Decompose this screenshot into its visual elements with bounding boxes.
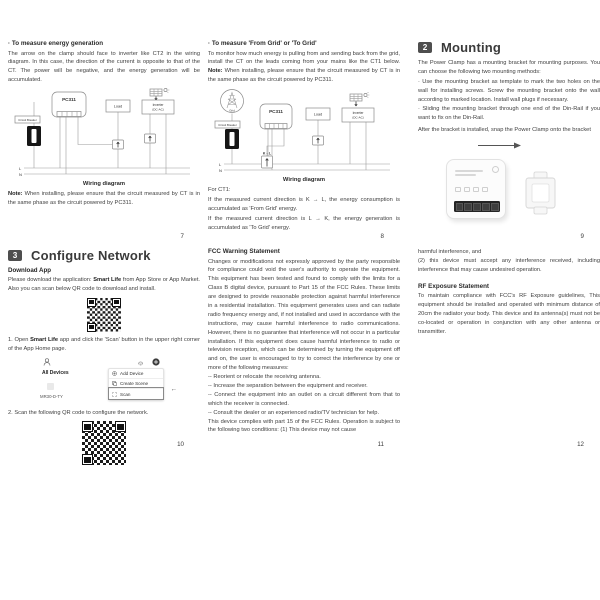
menu-item-scan bbox=[109, 388, 163, 398]
device-name-label: MR30-D-TY bbox=[40, 393, 63, 399]
menu-label: Scan bbox=[120, 391, 131, 397]
mounting-outro: After the bracket is installed, snap the Power Clamp onto the bracket bbox=[418, 127, 591, 134]
profile-icon bbox=[43, 358, 51, 366]
qr-finder bbox=[87, 323, 96, 332]
download-qr-code bbox=[87, 298, 121, 332]
device-thumbnail bbox=[47, 383, 54, 390]
page-number: 7 bbox=[180, 233, 184, 240]
ct1-to-grid-text: If the measured current direction is L → K, the energy generation is accumulated as 'To Grid' energy. bbox=[208, 215, 400, 231]
menu-item-add-device bbox=[109, 369, 163, 378]
qr-finder bbox=[115, 421, 126, 432]
fcc-continuation-a: harmful interference, and bbox=[418, 249, 482, 255]
mounting-bullet-1: · Use the mounting bracket as template to mark the two holes on the wall for installing screws. Screw the mounting bracket onto the wall according to marked location. Install wall plugs if necessary. bbox=[418, 78, 600, 103]
section-title-configure-network: Configure Network bbox=[31, 248, 151, 263]
ct1-clamp bbox=[262, 156, 273, 168]
manual-page-11 bbox=[208, 248, 400, 450]
fcc-continuation-b: (2) this device must accept any interference received, including interference that may cause undesired operation. bbox=[418, 257, 600, 273]
section-number-badge: 3 bbox=[8, 250, 22, 262]
section-title-from-to-grid: · To measure 'From Grid' or 'To Grid' bbox=[208, 40, 317, 47]
fcc-measure-1: -- Reorient or relocate the receiving antenna. bbox=[208, 374, 321, 381]
for-ct1-label: For CT1: bbox=[208, 187, 231, 194]
manual-page-10 bbox=[8, 248, 200, 450]
note-text: When installing, please ensure that the circuit measured by CT is in the same phase as the circuit powered by PC311. bbox=[8, 191, 200, 206]
fcc-conditions: This device complies with part 15 of the FCC Rules. Operation is subject to the following two conditions: (1) This device may not cause bbox=[208, 418, 400, 434]
menu-label: Create Scene bbox=[120, 381, 149, 387]
ct1-from-grid-text: If the measured current direction is K → L, the energy consumption is accumulated as 'From Grid' energy. bbox=[208, 196, 400, 212]
mounting-bracket bbox=[524, 171, 558, 215]
create-scene-icon bbox=[112, 381, 117, 386]
fcc-warning-heading: FCC Warning Statement bbox=[208, 248, 280, 255]
line-n-label: N bbox=[219, 167, 222, 173]
solar-panel-icon bbox=[150, 88, 169, 96]
mounting-figure bbox=[418, 139, 600, 235]
paragraph: The arrow on the clamp should face to inverter like CT2 in the wiring diagram. In this case, the direction of the current is opposite to that of the CT. The power will be negative, and the energy generation will be accumulated. bbox=[8, 50, 200, 84]
line-n-label: N bbox=[19, 171, 22, 177]
manual-page-8 bbox=[208, 40, 400, 242]
page-number: 9 bbox=[580, 233, 584, 240]
step1-pre: 1. Open bbox=[8, 336, 31, 343]
diagram-caption: Wiring diagram bbox=[82, 181, 126, 188]
body-pre: Please download the application: bbox=[8, 277, 94, 283]
inverter-label: Inverter bbox=[152, 102, 164, 107]
inverter-sublabel: (DC-AC) bbox=[152, 107, 164, 112]
line-l-label: L bbox=[219, 161, 222, 167]
manual-page-12 bbox=[418, 248, 600, 450]
add-icon bbox=[152, 358, 160, 366]
qr-finder bbox=[112, 298, 121, 307]
note-label: Note: bbox=[8, 191, 23, 198]
certification-marks bbox=[455, 187, 488, 192]
add-device-icon bbox=[112, 371, 117, 376]
ct-clamp-mid bbox=[113, 140, 124, 149]
fcc-paragraph: Changes or modifications not expressly approved by the party responsible for compliance could void the user's authority to operate the equipment. This equipment has been tested and found to comply with the limits for a Class B digital device, pursuant to Part 15 of the FCC Rules. These limits are designed to provide reasonable protection against harmful interference in a residential installation. This equipment generates uses and can radiate radio frequency energy and, if not installed and used in accordance with the instructions, may cause harmful interference to radio communications. However, there is no guarantee that interference will not occur in a particular installation. If this equipment does cause harmful interference to radio or television reception, which can be determined by turning the equipment off and on, the user is encouraged to try to correct the interference by one or more of the following measures: bbox=[208, 258, 400, 372]
app-home-screenshot bbox=[38, 357, 177, 407]
inverter-sublabel: (DC-AC) bbox=[352, 115, 364, 120]
menu-item-create-scene bbox=[109, 378, 163, 388]
breaker-label: Circuit Breaker bbox=[218, 122, 237, 127]
ct-clamp-mid bbox=[313, 136, 324, 145]
rf-exposure-paragraph: To maintain compliance with FCC's RF Exposure guidelines, This equipment should be installed and operated with minimum distance of 20cm the radiator your body. This device and its antenna(s) must not be co-located or operation in conjunction with any other antenna or transmitter. bbox=[418, 293, 600, 335]
device-label-line bbox=[455, 174, 476, 176]
mounting-intro: The Power Clamp has a mounting bracket for mounting purposes. You can choose the following two mounting methods: bbox=[418, 60, 600, 75]
rf-exposure-heading: RF Exposure Statement bbox=[418, 282, 490, 290]
scan-icon bbox=[112, 392, 117, 397]
manual-page-7 bbox=[8, 40, 200, 242]
section-heading bbox=[418, 40, 600, 55]
page-number: 12 bbox=[577, 441, 584, 448]
qr-finder bbox=[82, 421, 93, 432]
body-pre: To monitor how much energy is pulling from and sending back from the grid, install the CT on the leads coming from your mains like the CT1 below. bbox=[208, 50, 400, 66]
fcc-measure-4: -- Consult the dealer or an experienced radio/TV technician for help. bbox=[208, 409, 380, 416]
terminal-block bbox=[454, 201, 500, 212]
grid-icon bbox=[221, 90, 244, 113]
fcc-measure-2: -- Increase the separation between the equipment and receiver. bbox=[208, 382, 368, 389]
page-number: 10 bbox=[177, 441, 184, 448]
breaker-label: Circuit Breaker bbox=[18, 117, 37, 122]
device-button bbox=[492, 166, 499, 173]
paragraph bbox=[208, 50, 400, 86]
pc311-label: PC311 bbox=[62, 97, 76, 103]
body-post: When installing, please ensure that the circuit measured by CT is in the same phase as the circuit powered by PC311. bbox=[208, 68, 400, 84]
app-name: Smart Life bbox=[93, 277, 122, 283]
step-2-paragraph: 2. Scan the following QR code to configure the network. bbox=[8, 409, 149, 416]
download-paragraph bbox=[8, 276, 200, 294]
load-label: Load bbox=[313, 112, 323, 117]
page-number: 11 bbox=[377, 441, 384, 448]
load-label: Load bbox=[113, 104, 123, 109]
pointer-arrow: ← bbox=[170, 385, 177, 393]
pc311-label: PC311 bbox=[269, 109, 283, 115]
ct-direction-label: K→L bbox=[262, 151, 272, 156]
ct2-clamp bbox=[145, 134, 156, 143]
notification-icon bbox=[137, 359, 144, 366]
menu-label: Add Device bbox=[120, 370, 144, 376]
section-title-energy-generation: · To measure energy generation bbox=[8, 40, 104, 47]
page-number: 8 bbox=[380, 233, 384, 240]
all-devices-label: All Devices bbox=[42, 369, 69, 376]
step-1-paragraph bbox=[8, 336, 200, 354]
solar-panel-icon bbox=[350, 92, 369, 101]
app-name: Smart Life bbox=[30, 336, 59, 343]
section-title-mounting: Mounting bbox=[441, 40, 502, 55]
note-paragraph bbox=[8, 190, 200, 208]
note-label: Note: bbox=[208, 68, 223, 75]
power-clamp-device bbox=[446, 159, 506, 219]
fcc-measure-3: -- Connect the equipment into an outlet on a circuit different from that to which the receiver is connected. bbox=[208, 391, 400, 407]
network-qr-code bbox=[82, 421, 126, 465]
line-l-label: L bbox=[19, 165, 22, 171]
manual-page-9 bbox=[418, 40, 600, 242]
download-app-heading: Download App bbox=[8, 267, 52, 274]
qr-finder bbox=[82, 454, 93, 465]
wiring-diagram-grid bbox=[214, 88, 394, 176]
body-post: from App Store or App Market. Also you can scan below QR code to download and install. bbox=[8, 277, 200, 292]
qr-finder bbox=[87, 298, 96, 307]
diagram-caption: Wiring diagram bbox=[282, 177, 326, 184]
inverter-label: Inverter bbox=[352, 110, 364, 115]
device-label-line bbox=[455, 170, 483, 172]
mounting-bullet-2: · Sliding the mounting bracket through one end of the Din-Rail if you want to fix on the Din-Rail. bbox=[418, 106, 600, 122]
app-dropdown-menu bbox=[108, 368, 164, 400]
step1-post: app and click the 'Scan' button in the upper right corner of the App Home page. bbox=[8, 336, 200, 352]
section-number-badge: 2 bbox=[418, 42, 432, 54]
grid-label: Grid bbox=[229, 108, 235, 113]
wiring-diagram-generation bbox=[14, 88, 194, 180]
section-heading bbox=[8, 248, 200, 263]
direction-arrow-icon bbox=[476, 141, 526, 150]
